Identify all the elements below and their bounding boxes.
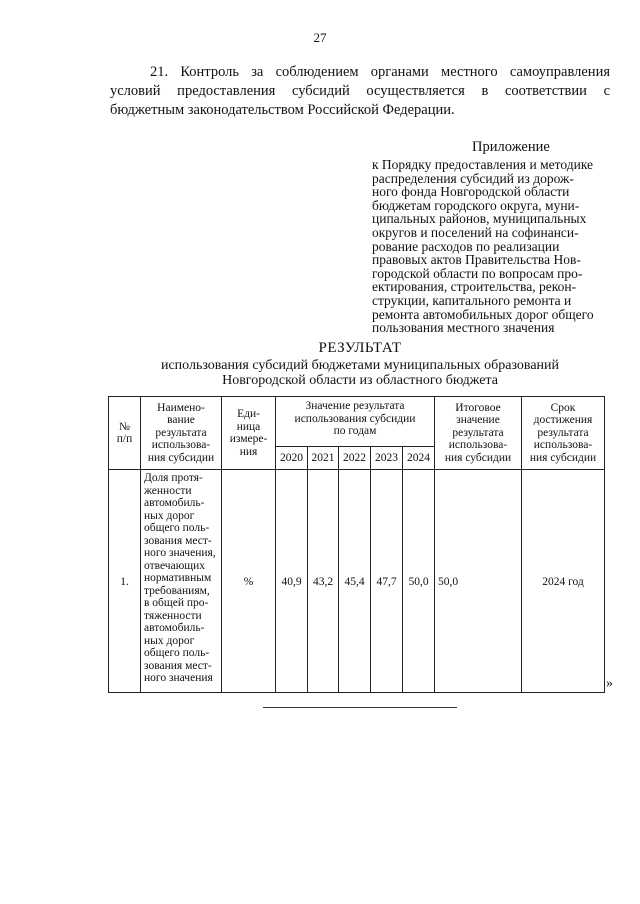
- divider-line: [263, 707, 457, 708]
- row-num: 1.: [109, 470, 141, 693]
- result-table: [108, 396, 605, 693]
- closing-quote: »: [606, 676, 613, 691]
- row-name-line: ных дорог: [144, 634, 195, 647]
- header-year: 2020: [276, 447, 308, 470]
- header-text: ния: [239, 445, 258, 458]
- header-values-group: [276, 397, 435, 447]
- appendix-line: ектирования, строительства, рекон-: [372, 279, 577, 295]
- header-total: [435, 397, 522, 470]
- header-text: использова-: [448, 439, 508, 452]
- header-text: значение: [456, 414, 500, 427]
- header-text: Еди-: [237, 408, 260, 420]
- row-name-line: общего поль-: [144, 647, 210, 659]
- row-name-line: в общей про-: [144, 597, 209, 609]
- header-text: ния субсидии: [147, 451, 215, 464]
- header-num: [109, 397, 141, 470]
- row-name-line: зования мест-: [144, 534, 212, 547]
- header-text: вание: [167, 414, 195, 427]
- header-text: измере-: [229, 433, 268, 445]
- row-name-line: ного значения: [144, 672, 213, 684]
- appendix-line: правовых актов Правительства Нов-: [372, 252, 581, 268]
- row-name-line: Доля протя-: [144, 472, 203, 484]
- header-year: 2024: [403, 447, 435, 470]
- row-value-2022: 45,4: [339, 470, 371, 693]
- row-name-line: тяженности: [144, 609, 202, 622]
- header-year: 2022: [339, 447, 371, 470]
- row-value-2020: 40,9: [276, 470, 308, 693]
- row-name-line: ного значения,: [144, 547, 216, 559]
- appendix-line: струкции, капитального ремонта и: [372, 292, 572, 308]
- header-name: [141, 397, 222, 470]
- paragraph-line: бюджетным законодательством Российской Федерации.: [110, 102, 455, 118]
- row-name-line: зования мест-: [144, 659, 212, 672]
- paragraph-21: [110, 63, 610, 120]
- header-text: ния субсидии: [529, 451, 597, 464]
- header-year: 2023: [371, 447, 403, 470]
- header-text: результата: [452, 426, 504, 439]
- header-text: ница: [236, 420, 261, 433]
- row-name-line: автомобиль-: [144, 497, 205, 509]
- row-deadline: 2024 год: [522, 470, 605, 693]
- header-text: Срок: [550, 401, 576, 414]
- row-unit: %: [222, 470, 276, 693]
- row-name-line: отвечающих: [144, 559, 206, 572]
- header-text: п/п: [116, 433, 133, 445]
- appendix-line: ципальных районов, муниципальных: [372, 211, 587, 227]
- page-number: 27: [313, 30, 327, 45]
- row-name: [141, 470, 222, 693]
- row-name-line: общего поль-: [144, 522, 210, 534]
- header-text: использования субсидии: [294, 412, 416, 425]
- header-text: использова-: [151, 439, 211, 452]
- result-subtitle-line: использования субсидий бюджетами муниципальных образований: [160, 358, 560, 373]
- row-name-line: требованиям,: [144, 584, 210, 597]
- appendix-reference: [372, 158, 614, 335]
- header-text: результата: [155, 426, 207, 439]
- row-name-line: нормативным: [144, 572, 212, 584]
- row-name-line: женности: [144, 484, 192, 497]
- appendix-line: ного фонда Новгородской области: [372, 184, 570, 200]
- header-text: использова-: [533, 439, 593, 452]
- header-text: ния субсидии: [444, 451, 512, 464]
- appendix-line: рование расходов по реализации: [372, 238, 560, 254]
- header-deadline: [522, 397, 605, 470]
- header-text: результата: [537, 426, 589, 439]
- table-row: [109, 470, 605, 693]
- row-value-2021: 43,2: [308, 470, 339, 693]
- paragraph-line: 21. Контроль за соблюдением органами местного самоуправления: [150, 64, 610, 80]
- result-subtitle-line: Новгородской области из областного бюджета: [222, 372, 498, 388]
- header-text: Наимено-: [157, 401, 205, 414]
- row-value-2023: 47,7: [371, 470, 403, 693]
- result-title: РЕЗУЛЬТАТ: [318, 340, 402, 356]
- appendix-line: округов и поселений на софинанси-: [372, 224, 579, 240]
- row-name-line: ных дорог: [144, 509, 195, 522]
- header-year: 2021: [308, 447, 339, 470]
- header-text: №: [119, 420, 130, 433]
- row-name-line: автомобиль-: [144, 622, 205, 634]
- header-text: Итоговое: [455, 401, 501, 414]
- appendix-line: распределения субсидий из дорож-: [372, 170, 574, 186]
- appendix-line: ремонта автомобильных дорог общего: [372, 306, 594, 322]
- paragraph-line: условий предоставления субсидий осуществляется в соответствии с: [110, 83, 610, 99]
- header-unit: [222, 397, 276, 470]
- header-text: по годам: [333, 425, 377, 437]
- row-value-2024: 50,0: [403, 470, 435, 693]
- appendix-line: городской области по вопросам про-: [372, 265, 583, 281]
- appendix-line: пользования местного значения: [372, 320, 555, 336]
- header-text: Значение результата: [305, 400, 405, 412]
- appendix-line: к Порядку предоставления и методике: [372, 157, 594, 172]
- header-text: достижения: [533, 414, 593, 427]
- appendix-line: бюджетам городского округа, муни-: [372, 197, 580, 213]
- appendix-title: Приложение: [472, 139, 550, 155]
- result-subtitle: [140, 359, 580, 388]
- row-total: 50,0: [435, 470, 522, 693]
